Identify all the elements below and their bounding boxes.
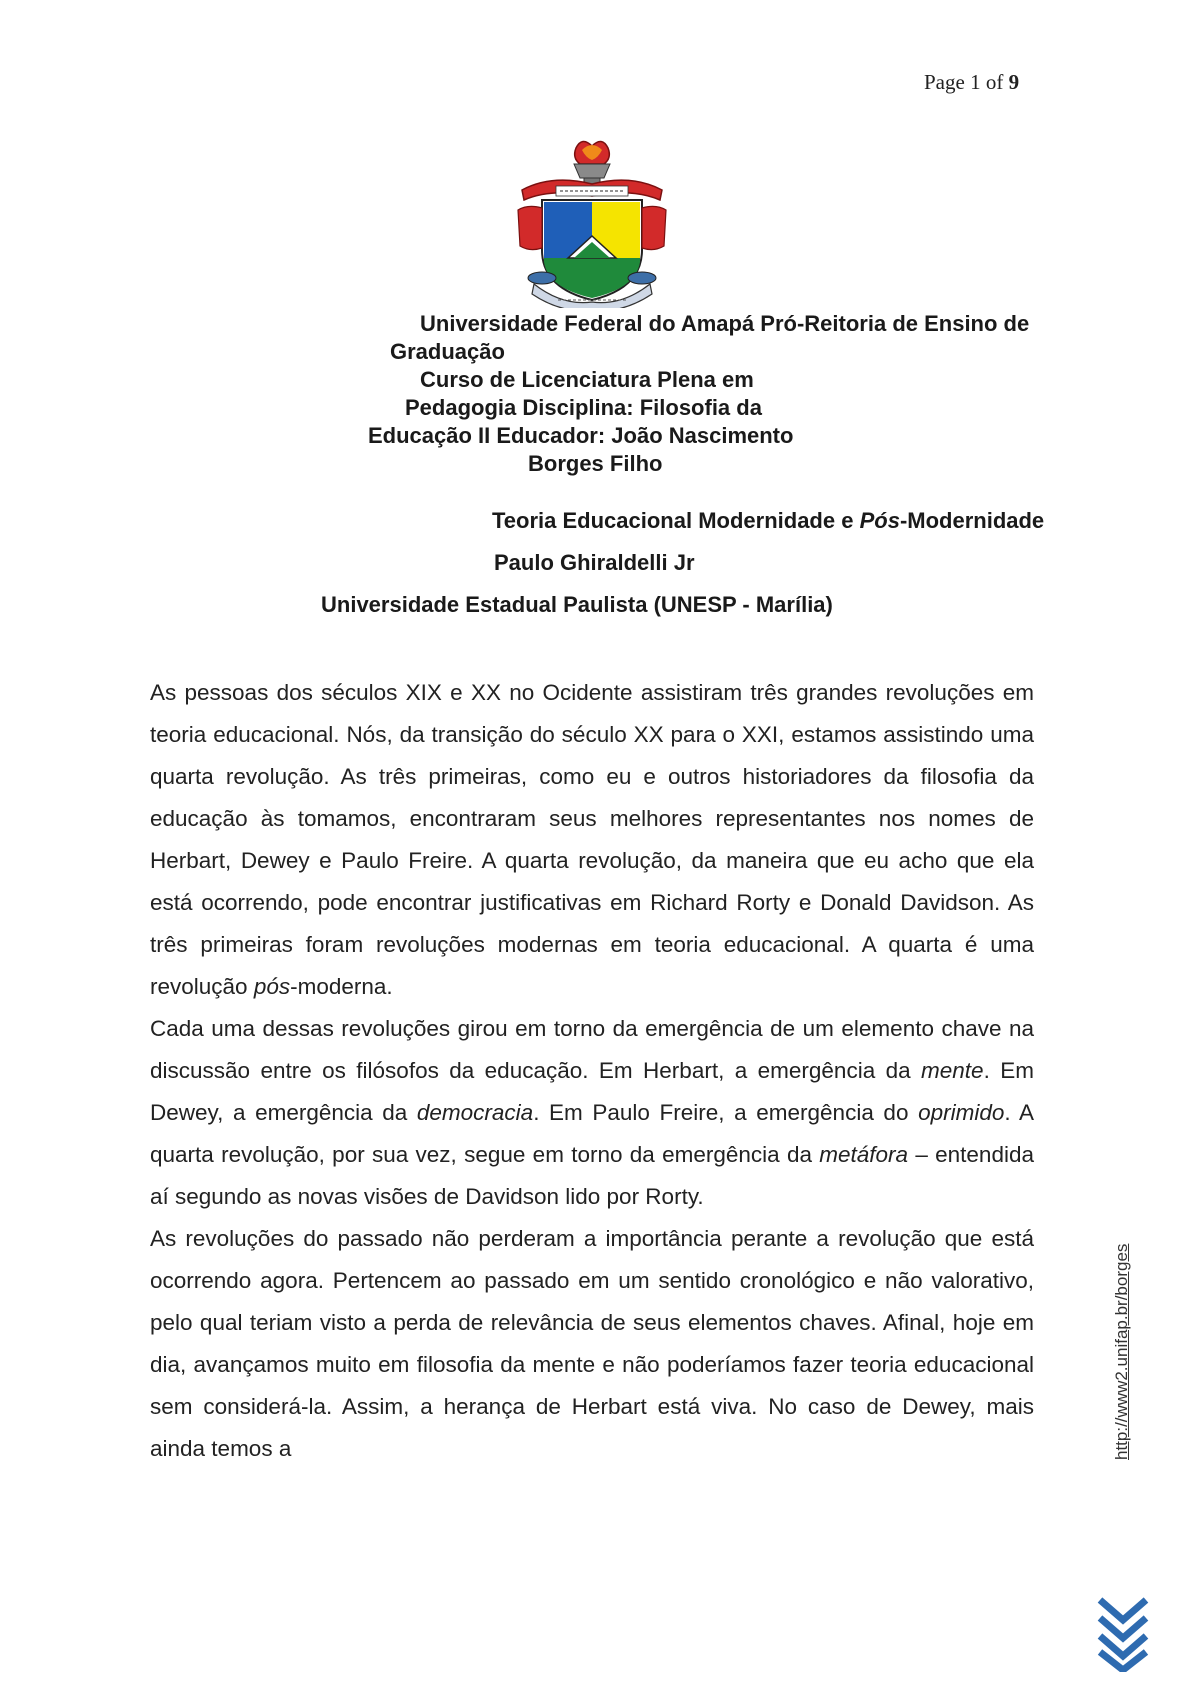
page-indicator	[924, 70, 1019, 95]
header-line: Universidade Federal do Amapá Pró-Reitoria de Ensino de	[420, 311, 1030, 336]
institution-header	[366, 310, 1126, 478]
page-current: 1	[970, 70, 981, 94]
paragraph-italic: oprimido	[918, 1100, 1005, 1125]
paragraph-text: . A quarta revolução, por sua vez, segue em torno da emergência da	[150, 1100, 1034, 1167]
source-link[interactable]: http://www2.unifap.br/borges	[1112, 1243, 1131, 1460]
chevrons-down-icon[interactable]	[1096, 1596, 1150, 1672]
paragraph-1	[150, 672, 1034, 1008]
paragraph-text: – entendida aí segundo as novas visões de Davidson lido por Rorty.	[150, 1142, 1034, 1209]
university-crest-icon	[512, 138, 672, 308]
document-title	[492, 508, 1044, 534]
paragraph-2	[150, 1008, 1034, 1218]
paragraph-italic: mente	[921, 1058, 984, 1083]
paragraph-text: . Em Paulo Freire, a emergência do	[533, 1100, 919, 1125]
paragraph-text: As pessoas dos séculos XIX e XX no Ocidente assistiram três grandes revoluções em teoria educacional. Nós, da transição do século XX para o XXI, estamos assistindo uma quarta revolução. As três primeiras, como eu e outros historiadores da filosofia da educação às tomamos, encontraram seus melhores representantes nos nomes de Herbart, Dewey e Paulo Freire. A quarta revolução, da maneira que eu acho que ela está ocorrendo, pode encontrar justificativas em Richard Rorty e Donald Davidson. As três primeiras foram revoluções modernas em teoria educacional. A quarta é uma revolução	[150, 680, 1034, 999]
document-body	[150, 672, 1034, 1470]
page-prefix: Page	[924, 70, 971, 94]
header-line: Curso de Licenciatura Plena em	[420, 367, 754, 392]
title-part: Teoria Educacional Modernidade e	[492, 508, 860, 533]
header-line: Borges Filho	[528, 451, 663, 476]
header-line: Educação II Educador: João Nascimento	[368, 423, 794, 448]
paragraph-italic: metáfora	[819, 1142, 909, 1167]
paragraph-text: . Em Dewey, a emergência da	[150, 1058, 1034, 1125]
paragraph-text: -moderna.	[290, 974, 393, 999]
paragraph-text: Cada uma dessas revoluções girou em torno da emergência de um elemento chave na discussão entre os filósofos da educação. Em Herbart, a emergência da	[150, 1016, 1034, 1083]
author-institution: Universidade Estadual Paulista (UNESP - Marília)	[321, 592, 833, 617]
page-separator: of	[980, 70, 1009, 94]
paragraph-italic: democracia	[416, 1100, 534, 1125]
page-total: 9	[1008, 70, 1020, 94]
author-name: Paulo Ghiraldelli Jr	[494, 550, 695, 575]
title-part: -Modernidade	[899, 508, 1045, 533]
header-line: Pedagogia Disciplina: Filosofia da	[405, 395, 762, 420]
paragraph-italic: pós	[253, 974, 291, 999]
title-part-italic: Pós	[859, 508, 900, 533]
header-line: Graduação	[390, 339, 505, 364]
paragraph-3: As revoluções do passado não perderam a importância perante a revolução que está ocorrendo agora. Pertencem ao passado em um sentido cronológico e não valorativo, pelo qual teriam visto a perda de relevância de seus elementos chaves. Afinal, hoje em dia, avançamos muito em filosofia da mente e não poderíamos fazer teoria educacional sem considerá-la. Assim, a herança de Herbart está viva. No caso de Dewey, mais ainda temos a	[150, 1226, 1034, 1461]
